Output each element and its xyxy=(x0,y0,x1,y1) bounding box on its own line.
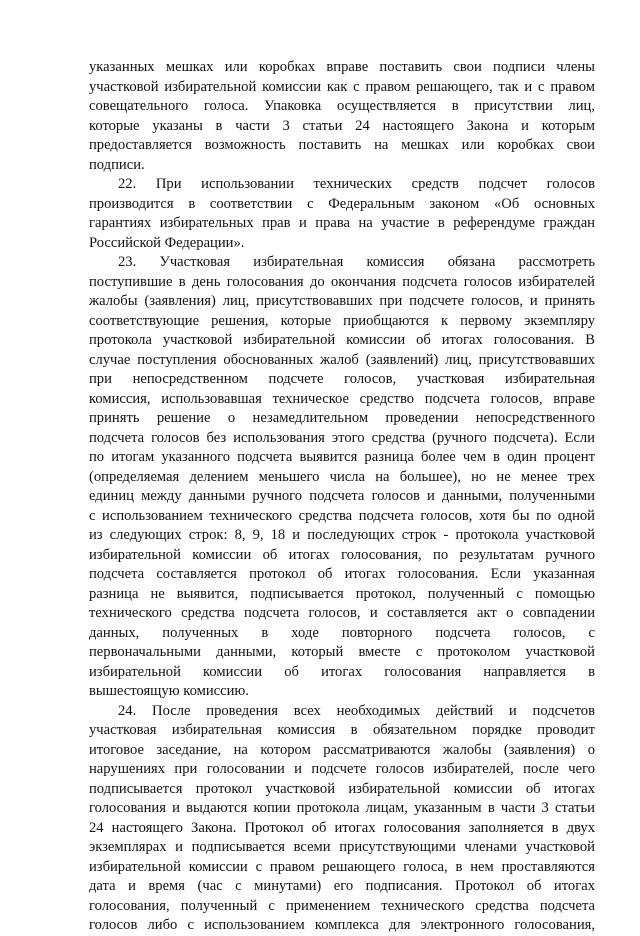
text-line: протокола участковой избирательной комиссии об итогах голосования. В xyxy=(89,332,595,348)
text-line: данных, полученных в ходе повторного подсчета голосов, с xyxy=(89,624,595,641)
text-line: предоставляется возможность поставить на мешках или коробках свои xyxy=(89,137,595,153)
text-line: голосов либо с использованием комплекса для электронного голосования, xyxy=(89,917,595,933)
text-line: экземплярах и подписывается всеми присутствующими членами участковой xyxy=(89,839,595,855)
text-line: подсчета составляется протокол об итогах голосования. Если указанная xyxy=(89,566,595,582)
text-line: из следующих строк: 8, 9, 18 и последующих строк - протокола участковой xyxy=(89,527,595,543)
text-line: которые указаны в части 3 статьи 24 настоящего Закона и которым xyxy=(89,117,595,134)
text-line: с использованием технического средства подсчета голосов, хотя бы по одной xyxy=(89,507,595,524)
text-line: гарантиях избирательных прав и права на участие в референдуме граждан xyxy=(89,215,595,231)
text-line: Российской Федерации». xyxy=(89,234,245,251)
text-line: указанных мешках или коробках вправе поставить свои подписи члены xyxy=(89,59,595,75)
paragraph-23 xyxy=(89,253,595,702)
paragraph-22 xyxy=(89,175,595,253)
text-line: комиссия, использовавшая техническое средство подсчета голосов, вправе xyxy=(89,390,595,407)
text-line: совещательного голоса. Упаковка осуществляется в присутствии лиц, xyxy=(89,98,595,114)
text-line: избирательной комиссии об итогах голосования, по результатам ручного xyxy=(89,546,595,563)
text-line: 24. После проведения всех необходимых действий и подсчетов xyxy=(118,702,595,719)
text-line: подписывается протокол участковой избирательной комиссии об итогах xyxy=(89,780,595,797)
text-line: избирательной комиссии с правом решающего голоса, в нем проставляются xyxy=(89,858,595,875)
text-line: нарушениях при голосовании и подсчете голосов избирателей, после чего xyxy=(89,761,595,777)
text-line: первоначальными данными, который вместе с протоколом участковой xyxy=(89,644,595,660)
text-line: единиц между данными ручного подсчета голосов и данными, полученными xyxy=(89,488,595,504)
text-line: итоговое заседание, на котором рассматриваются жалобы (заявления) о xyxy=(89,741,595,758)
text-line: поступившие в день голосования до окончания подсчета голосов избирателей xyxy=(89,273,595,290)
paragraph-continuation xyxy=(89,58,595,175)
paragraph-24 xyxy=(89,702,595,936)
text-line: при непосредственном подсчете голосов, участковая избирательная xyxy=(89,371,595,387)
text-line: голосования и выдаются копии протокола лицам, указанным в части 3 статьи xyxy=(89,800,595,816)
text-line: 23. Участковая избирательная комиссия обязана рассмотреть xyxy=(118,254,595,270)
text-line: избирательной комиссии об итогах голосования направляется в xyxy=(89,663,595,680)
text-line: случае поступления обоснованных жалоб (заявлений) лиц, присутствовавших xyxy=(89,351,595,368)
text-line: 22. При использовании технических средств подсчет голосов xyxy=(118,176,595,192)
text-line: подписи. xyxy=(89,156,145,173)
text-line: (определяемая делением меньшего числа на большее), но не менее трех xyxy=(89,468,595,485)
text-line: голосования, полученный с применением технического средства подсчета xyxy=(89,897,595,914)
text-line: дата и время (час с минутами) его подписания. Протокол об итогах xyxy=(89,878,595,894)
text-line: по итогам указанного подсчета выявится разница более чем в один процент xyxy=(89,449,595,465)
document-body xyxy=(89,58,595,936)
text-line: участковая избирательная комиссия в обязательном порядке проводит xyxy=(89,722,595,738)
text-line: жалобы (заявления) лиц, присутствовавших при подсчете голосов, и принять xyxy=(89,293,595,309)
text-line: подсчета голосов без использования этого средства (ручного подсчета). Если xyxy=(89,429,595,446)
text-line: участковой избирательной комиссии как с правом решающего, так и с правом xyxy=(89,78,595,95)
text-line: вышестоящую комиссию. xyxy=(89,683,249,699)
text-line: соответствующие решения, которые приобщаются к первому экземпляру xyxy=(89,312,595,329)
text-line: технического средства подсчета голосов, и составляется акт о совпадении xyxy=(89,605,595,621)
text-line: 24 настоящего Закона. Протокол об итогах голосования заполняется в двух xyxy=(89,819,595,836)
text-line: принять решение о незамедлительном проведении непосредственного xyxy=(89,410,595,426)
text-line: производится в соответствии с Федеральным законом «Об основных xyxy=(89,195,595,212)
text-line: разница не выявится, подписывается протокол, полученный с помощью xyxy=(89,585,595,602)
